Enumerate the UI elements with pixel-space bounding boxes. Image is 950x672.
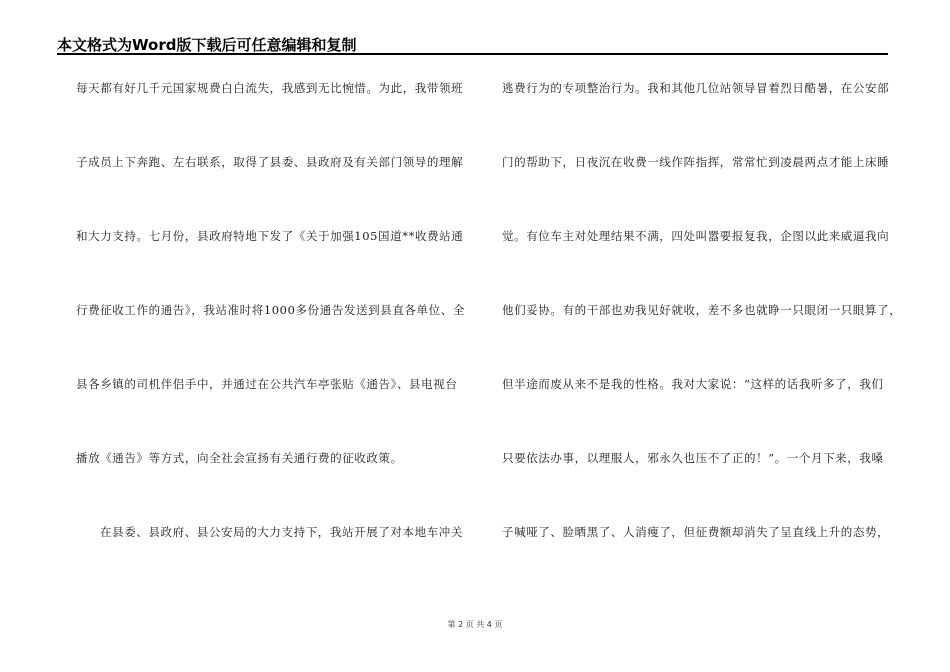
left-text-column [76, 82, 464, 600]
text-line: 觉。有位车主对处理结果不满，四处叫嚣要报复我，企图以此来威逼我向 [502, 229, 890, 243]
paragraph-start-line: 在县委、县政府、县公安局的大力支持下，我站开展了对本地车冲关 [100, 525, 463, 539]
text-line: 逃费行为的专项整治行为。我和其他几位站领导冒着烈日酷暑，在公安部 [502, 81, 890, 95]
text-line: 子成员上下奔跑、左右联系，取得了县委、县政府及有关部门领导的理解 [76, 155, 464, 169]
text-line: 县各乡镇的司机伴侣手中，并通过在公共汽车亭张贴《通告》、县电视台 [76, 377, 458, 391]
text-line: 但半途而废从来不是我的性格。我对大家说：“这样的话我听多了，我们 [502, 377, 884, 391]
text-line: 和大力支持。七月份，县政府特地下发了《关于加强105国道**收费站通 [76, 229, 464, 243]
text-line: 只要依法办事，以理服人，邪永久也压不了正的！”。一个月下来，我嗓 [502, 451, 884, 465]
text-line: 子喊哑了、脸晒黑了、人消瘦了，但征费额却消失了呈直线上升的态势， [502, 525, 890, 539]
right-text-column [502, 81, 902, 600]
text-line: 他们妥协。有的干部也劝我见好就收，差不多也就睁一只眼闭一只眼算了， [502, 303, 902, 317]
page-number-footer: 第 2 页 共 4 页 [447, 620, 503, 629]
text-line: 行费征收工作的通告》，我站准时将1000多份通告发送到县直各单位、全 [76, 303, 465, 317]
document-header-title: 本文格式为Word版下载后可任意编辑和复制 [57, 36, 357, 54]
text-line: 门的帮助下，日夜沉在收费一线作阵指挥，常常忙到凌晨两点才能上床睡 [502, 155, 890, 169]
header-divider [57, 53, 888, 55]
text-line: 每天都有好几千元国家规费白白流失，我感到无比惋惜。为此，我带领班 [76, 81, 464, 95]
text-line: 播放《通告》等方式，向全社会宣扬有关通行费的征收政策。 [76, 451, 403, 465]
